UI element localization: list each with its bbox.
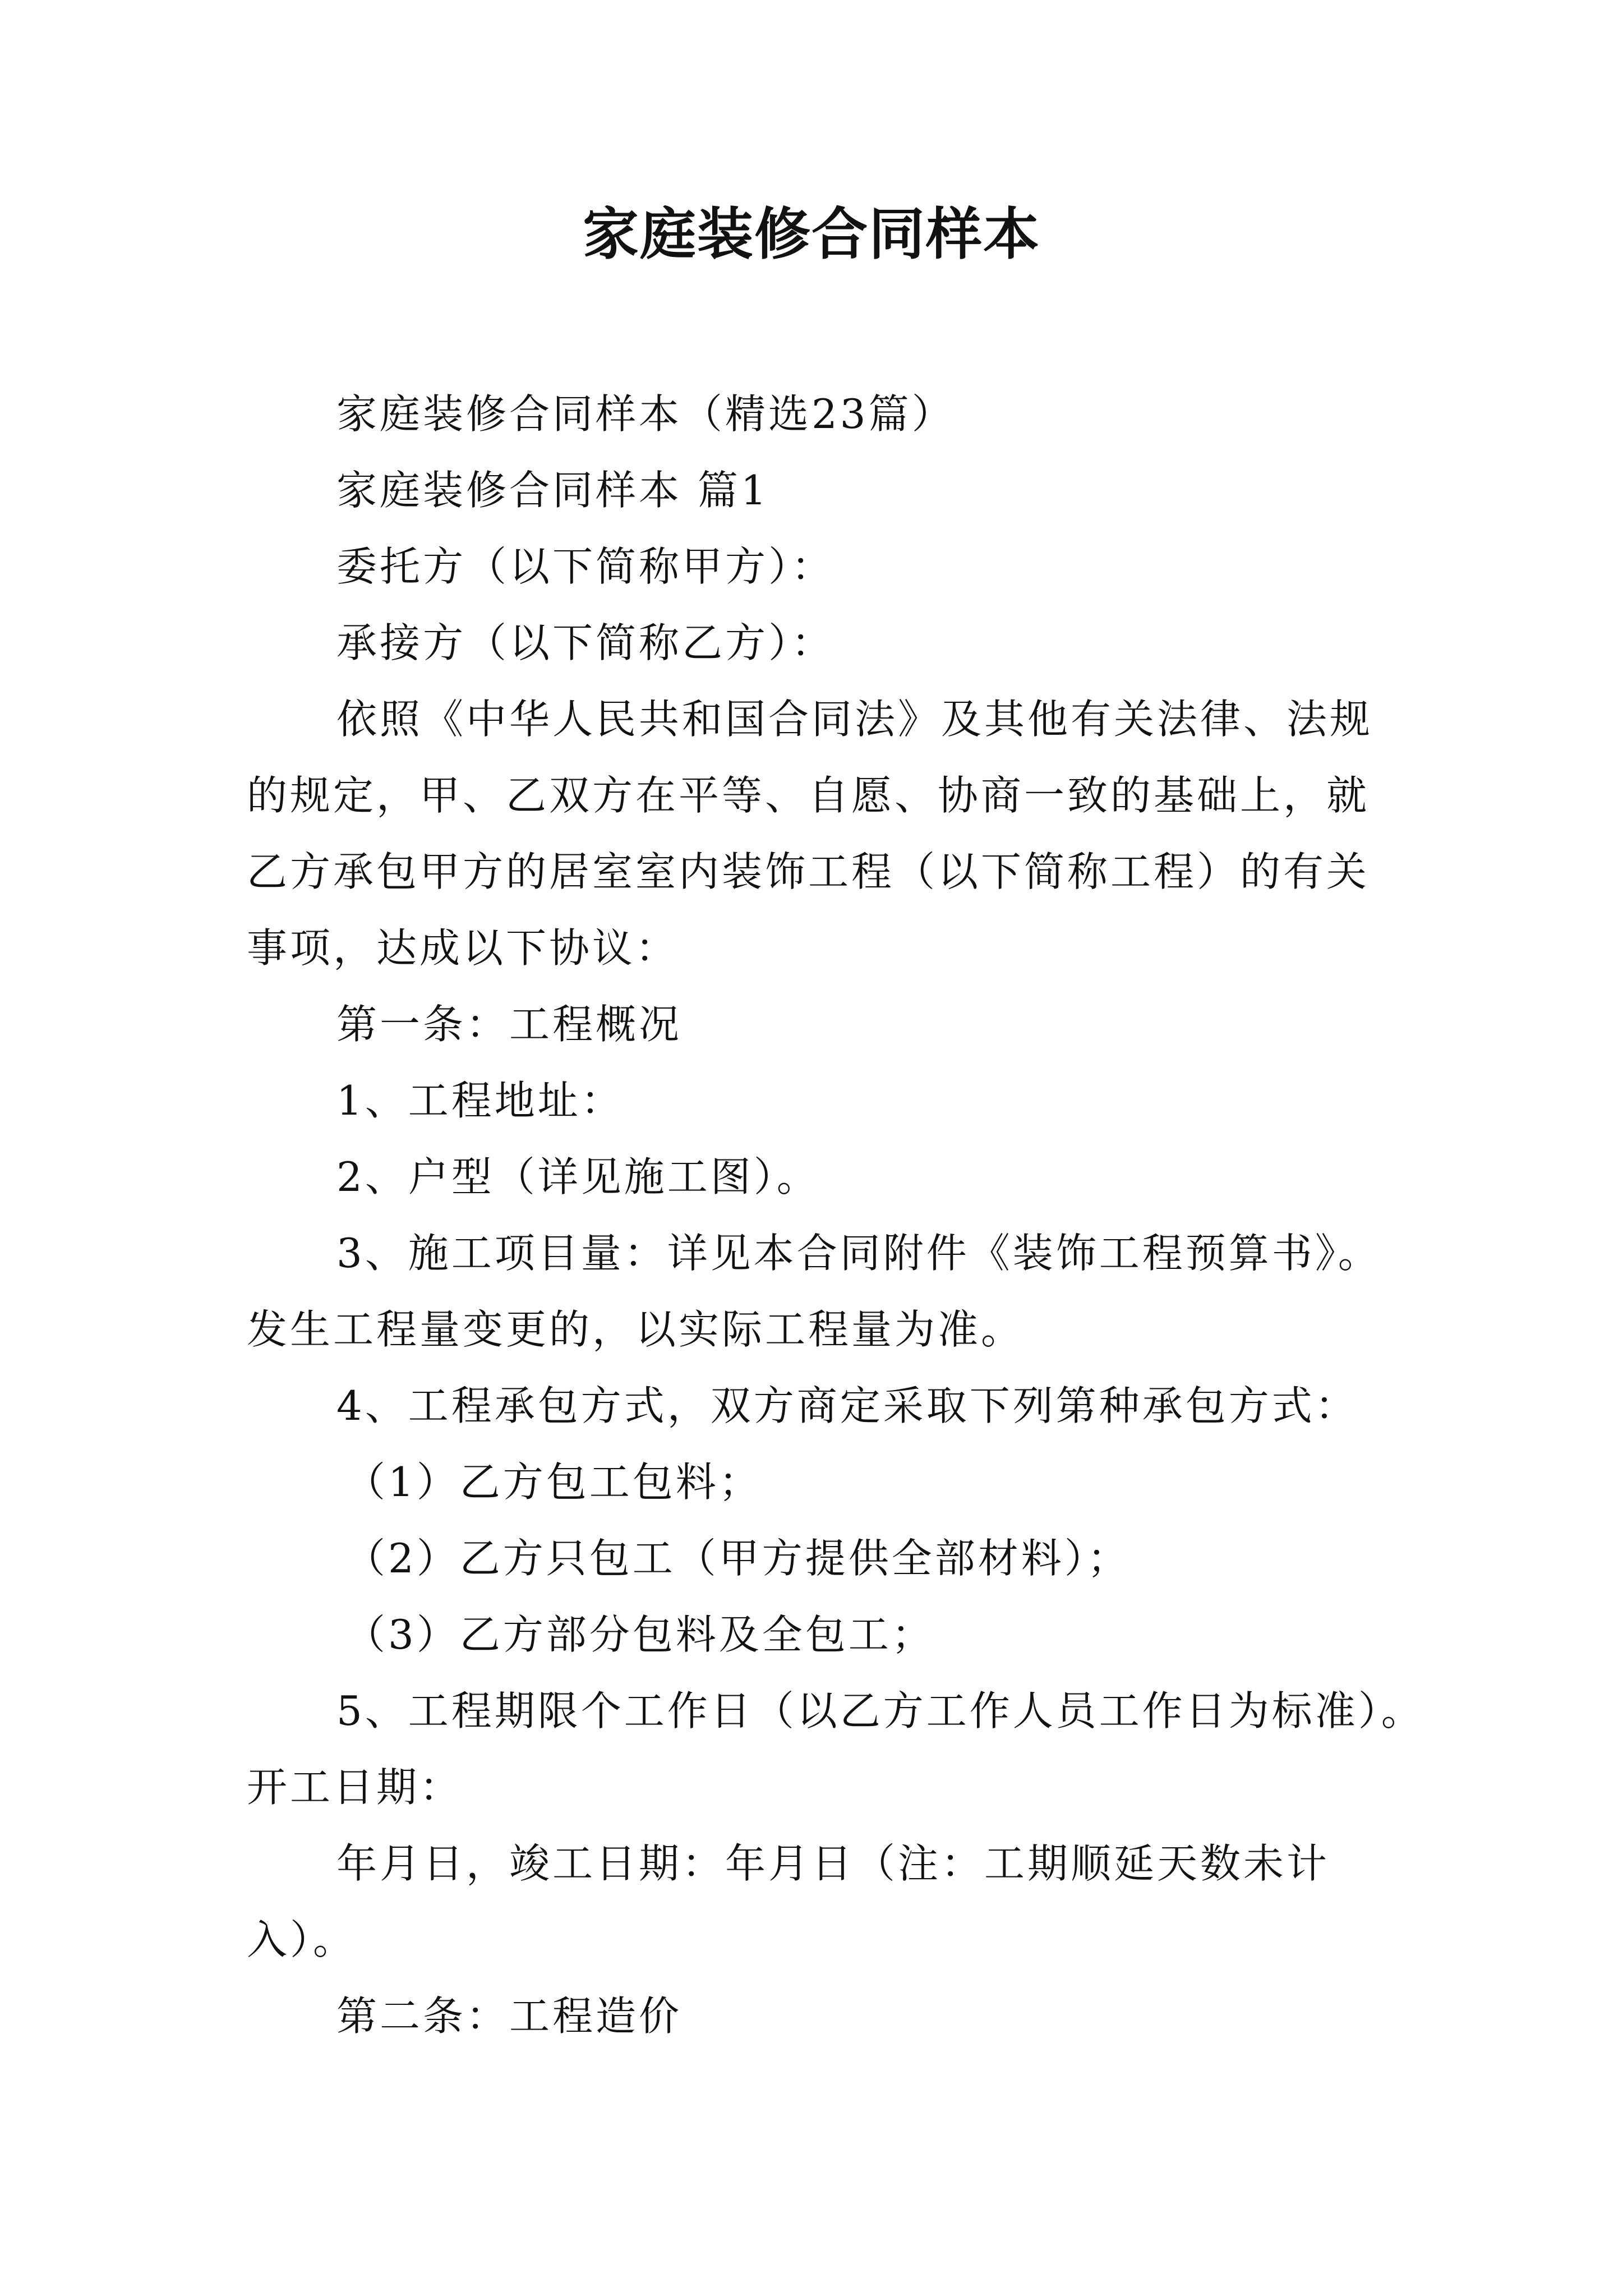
party-a-line: 委托方（以下简称甲方）： xyxy=(336,543,835,590)
page-title: 家庭装修合同样本 xyxy=(583,201,1040,267)
start-date-line: 开工日期： xyxy=(247,1764,463,1811)
preamble-line-3: 乙方承包甲方的居室室内装饰工程（以下简称工程）的有关 xyxy=(247,848,1370,895)
section-heading-1: 家庭装修合同样本 篇1 xyxy=(336,467,769,514)
clause-3-scope-cont: 发生工程量变更的，以实际工程量为准。 xyxy=(247,1306,1025,1353)
clause-1-address: 1、工程地址： xyxy=(336,1077,624,1124)
document-body xyxy=(247,376,1441,2054)
subtitle-line: 家庭装修合同样本（精选23篇） xyxy=(336,390,955,438)
party-b-line: 承接方（以下简称乙方）： xyxy=(336,619,835,666)
method-option-3: （3）乙方部分包料及全包工； xyxy=(345,1611,935,1658)
article-2-heading: 第二条：工程造价 xyxy=(336,1993,683,2040)
preamble-line-1: 依照《中华人民共和国合同法》及其他有关法律、法规 xyxy=(336,696,1373,743)
preamble-line-4: 事项，达成以下协议： xyxy=(247,924,679,972)
article-1-heading: 第一条：工程概况 xyxy=(336,1001,683,1048)
clause-2-layout: 2、户型（详见施工图）。 xyxy=(336,1153,820,1200)
method-option-2: （2）乙方只包工（甲方提供全部材料）； xyxy=(345,1535,1131,1582)
method-option-1: （1）乙方包工包料； xyxy=(345,1458,762,1506)
completion-date-cont: 入）。 xyxy=(247,1916,357,1963)
clause-5-duration: 5、工程期限个工作日（以乙方工作人员工作日为标准）。 xyxy=(336,1687,1424,1734)
clause-4-method: 4、工程承包方式，双方商定采取下列第种承包方式： xyxy=(336,1382,1358,1429)
preamble-line-2: 的规定，甲、乙双方在平等、自愿、协商一致的基础上，就 xyxy=(247,772,1370,819)
clause-3-scope: 3、施工项目量：详见本合同附件《装饰工程预算书》。 xyxy=(336,1230,1381,1277)
completion-date-line: 年月日，竣工日期：年月日（注：工期顺延天数未计 xyxy=(336,1840,1330,1887)
